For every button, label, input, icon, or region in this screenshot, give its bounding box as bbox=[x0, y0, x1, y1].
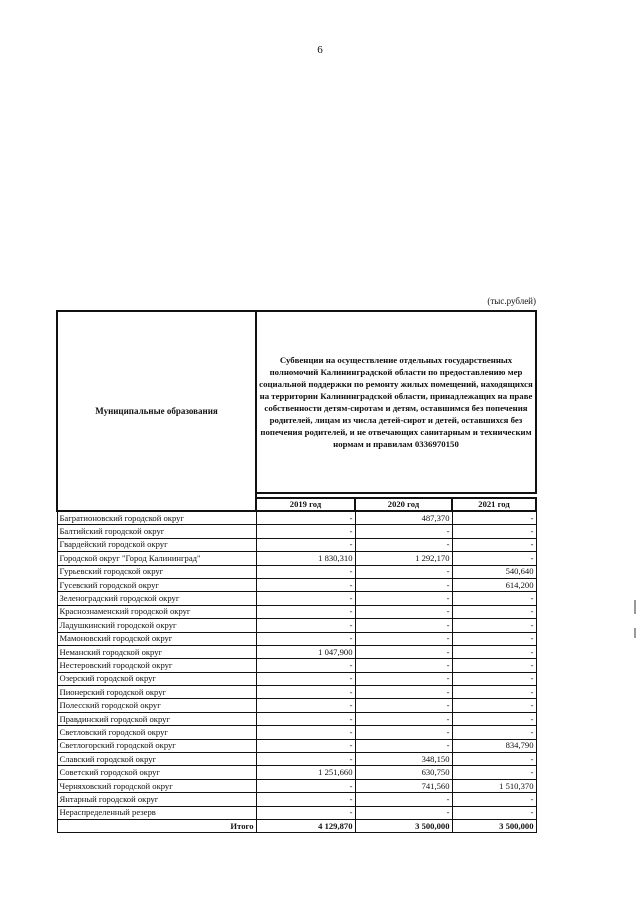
value-2020-cell: - bbox=[355, 645, 452, 658]
table-row bbox=[57, 552, 536, 565]
value-2019-cell: - bbox=[256, 525, 355, 538]
value-2020-cell: - bbox=[355, 672, 452, 685]
municipalities-header: Муниципальные образования bbox=[57, 311, 256, 511]
table-row bbox=[57, 511, 536, 525]
table-row bbox=[57, 619, 536, 632]
value-2019-cell: - bbox=[256, 605, 355, 618]
value-2020-cell: - bbox=[355, 806, 452, 819]
value-2021-cell: - bbox=[452, 605, 536, 618]
value-2021-cell: - bbox=[452, 766, 536, 779]
municipality-cell: Неманский городской округ bbox=[57, 645, 256, 658]
value-2021-cell: - bbox=[452, 686, 536, 699]
value-2021-cell: 834,790 bbox=[452, 739, 536, 752]
municipality-cell: Ладушкинский городской округ bbox=[57, 619, 256, 632]
value-2019-cell: - bbox=[256, 578, 355, 591]
value-2021-cell: - bbox=[452, 806, 536, 819]
value-2021-cell: - bbox=[452, 793, 536, 806]
value-2020-cell: - bbox=[355, 619, 452, 632]
value-2019-cell: - bbox=[256, 726, 355, 739]
municipality-cell: Краснознаменский городской округ bbox=[57, 605, 256, 618]
municipality-cell: Полесский городской округ bbox=[57, 699, 256, 712]
value-2020-cell: - bbox=[355, 726, 452, 739]
table-row bbox=[57, 739, 536, 752]
value-2020-cell: - bbox=[355, 739, 452, 752]
value-2021-cell: - bbox=[452, 511, 536, 525]
value-2020-cell: - bbox=[355, 659, 452, 672]
value-2019-cell: - bbox=[256, 793, 355, 806]
municipality-cell: Нераспределенный резерв bbox=[57, 806, 256, 819]
municipality-cell: Мамоновский городской округ bbox=[57, 632, 256, 645]
value-2021-cell: - bbox=[452, 699, 536, 712]
subvention-header: Субвенции на осуществление отдельных государственных полномочий Калининградской области по предоставлению мер социальной поддержки по ремонту жилых помещений, находящихся на территории Калининградской области, принадлежащих на праве собственности детям-сиротам и детям, оставшимся без попечения родителей, лицам из числа детей-сирот и детей, оставшихся без попечения родителей, и не отвечающих санитарным и техническим нормам и правилам 0336970150 bbox=[256, 311, 536, 493]
value-2021-cell: 614,200 bbox=[452, 578, 536, 591]
municipality-cell: Пионерский городской округ bbox=[57, 686, 256, 699]
municipality-cell: Багратионовский городской округ bbox=[57, 511, 256, 525]
municipality-cell: Городской округ "Город Калининград" bbox=[57, 552, 256, 565]
value-2021-cell: - bbox=[452, 632, 536, 645]
value-2019-cell: 1 830,310 bbox=[256, 552, 355, 565]
value-2019-cell: - bbox=[256, 511, 355, 525]
municipality-cell: Светлогорский городской округ bbox=[57, 739, 256, 752]
value-2019-cell: - bbox=[256, 686, 355, 699]
value-2021-cell: - bbox=[452, 525, 536, 538]
total-2021: 3 500,000 bbox=[452, 819, 536, 832]
value-2021-cell: - bbox=[452, 552, 536, 565]
municipality-cell: Нестеровский городской округ bbox=[57, 659, 256, 672]
value-2021-cell: - bbox=[452, 538, 536, 551]
municipality-cell: Озерский городской округ bbox=[57, 672, 256, 685]
value-2021-cell: - bbox=[452, 592, 536, 605]
value-2019-cell: - bbox=[256, 659, 355, 672]
table-row bbox=[57, 659, 536, 672]
scan-edge-mark bbox=[634, 600, 636, 614]
total-row bbox=[57, 819, 536, 832]
table-row bbox=[57, 592, 536, 605]
value-2020-cell: - bbox=[355, 538, 452, 551]
municipality-cell: Черняховский городской округ bbox=[57, 779, 256, 792]
value-2020-cell: 741,560 bbox=[355, 779, 452, 792]
value-2020-cell: - bbox=[355, 565, 452, 578]
value-2020-cell: 487,370 bbox=[355, 511, 452, 525]
value-2021-cell: 540,640 bbox=[452, 565, 536, 578]
year-2021-header: 2021 год bbox=[452, 498, 536, 511]
municipality-cell: Гвардейский городской округ bbox=[57, 538, 256, 551]
value-2019-cell: 1 251,660 bbox=[256, 766, 355, 779]
value-2019-cell: - bbox=[256, 739, 355, 752]
value-2019-cell: - bbox=[256, 538, 355, 551]
year-2019-header: 2019 год bbox=[256, 498, 355, 511]
table-row bbox=[57, 712, 536, 725]
municipality-cell: Гусевский городской округ bbox=[57, 578, 256, 591]
page-number: 6 bbox=[317, 44, 323, 56]
value-2020-cell: 630,750 bbox=[355, 766, 452, 779]
municipality-cell: Балтийский городской округ bbox=[57, 525, 256, 538]
municipality-cell: Советский городской округ bbox=[57, 766, 256, 779]
total-2019: 4 129,870 bbox=[256, 819, 355, 832]
value-2020-cell: - bbox=[355, 686, 452, 699]
value-2021-cell: - bbox=[452, 619, 536, 632]
table-row bbox=[57, 632, 536, 645]
year-2020-header: 2020 год bbox=[355, 498, 452, 511]
value-2021-cell: - bbox=[452, 659, 536, 672]
value-2020-cell: 348,150 bbox=[355, 753, 452, 766]
value-2021-cell: - bbox=[452, 712, 536, 725]
scan-edge-mark bbox=[634, 628, 636, 638]
total-2020: 3 500,000 bbox=[355, 819, 452, 832]
units-label: (тыс.рублей) bbox=[487, 296, 536, 306]
table-row bbox=[57, 699, 536, 712]
value-2019-cell: - bbox=[256, 565, 355, 578]
value-2020-cell: - bbox=[355, 592, 452, 605]
value-2021-cell: - bbox=[452, 753, 536, 766]
value-2019-cell: 1 047,900 bbox=[256, 645, 355, 658]
table-row bbox=[57, 806, 536, 819]
table-row bbox=[57, 645, 536, 658]
municipality-cell: Светловский городской округ bbox=[57, 726, 256, 739]
table-row bbox=[57, 672, 536, 685]
value-2020-cell: - bbox=[355, 712, 452, 725]
municipality-cell: Правдинский городской округ bbox=[57, 712, 256, 725]
value-2019-cell: - bbox=[256, 806, 355, 819]
value-2019-cell: - bbox=[256, 632, 355, 645]
value-2019-cell: - bbox=[256, 753, 355, 766]
table-row bbox=[57, 753, 536, 766]
table-row bbox=[57, 779, 536, 792]
value-2020-cell: - bbox=[355, 525, 452, 538]
table-header-row bbox=[57, 311, 536, 493]
value-2021-cell: - bbox=[452, 726, 536, 739]
table-row bbox=[57, 793, 536, 806]
municipality-cell: Гурьевский городской округ bbox=[57, 565, 256, 578]
table-row bbox=[57, 578, 536, 591]
municipality-cell: Зеленоградский городской округ bbox=[57, 592, 256, 605]
table-row bbox=[57, 525, 536, 538]
subvention-table bbox=[56, 310, 537, 833]
value-2019-cell: - bbox=[256, 592, 355, 605]
value-2019-cell: - bbox=[256, 619, 355, 632]
value-2021-cell: 1 510,370 bbox=[452, 779, 536, 792]
municipality-cell: Славский городской округ bbox=[57, 753, 256, 766]
value-2020-cell: - bbox=[355, 793, 452, 806]
value-2021-cell: - bbox=[452, 672, 536, 685]
table-row bbox=[57, 726, 536, 739]
table-row bbox=[57, 605, 536, 618]
municipality-cell: Янтарный городской округ bbox=[57, 793, 256, 806]
value-2020-cell: - bbox=[355, 699, 452, 712]
value-2021-cell: - bbox=[452, 645, 536, 658]
table-row bbox=[57, 686, 536, 699]
value-2020-cell: - bbox=[355, 632, 452, 645]
table-row bbox=[57, 538, 536, 551]
value-2019-cell: - bbox=[256, 779, 355, 792]
value-2020-cell: 1 292,170 bbox=[355, 552, 452, 565]
value-2019-cell: - bbox=[256, 712, 355, 725]
value-2020-cell: - bbox=[355, 605, 452, 618]
total-label: Итого bbox=[57, 819, 256, 832]
value-2019-cell: - bbox=[256, 699, 355, 712]
value-2020-cell: - bbox=[355, 578, 452, 591]
value-2019-cell: - bbox=[256, 672, 355, 685]
table-row bbox=[57, 766, 536, 779]
table-row bbox=[57, 565, 536, 578]
